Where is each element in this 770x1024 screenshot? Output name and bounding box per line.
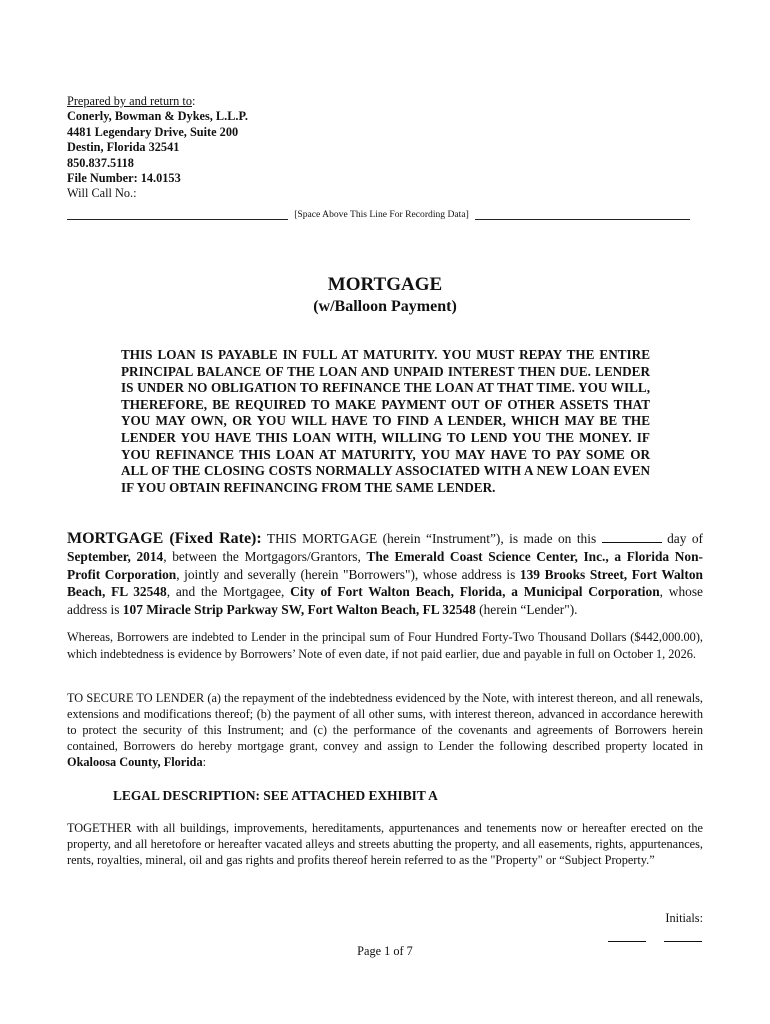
intro-lead: MORTGAGE (Fixed Rate): [67, 530, 262, 547]
will-call-number: Will Call No.: [67, 186, 137, 201]
prepared-by-block [67, 94, 248, 202]
firm-address: 4481 Legendary Drive, Suite 200 [67, 124, 239, 139]
recording-rule-left [67, 219, 288, 220]
mortgagor-address: 139 Brooks Street, Fort Walton Beach, FL 32548 [67, 566, 703, 600]
initials-line-2 [664, 941, 702, 942]
document-subtitle: (w/Balloon Payment) [313, 298, 457, 315]
to-secure-paragraph: TO SECURE TO LENDER (a) the repayment of the indebtedness evidenced by the Note, with interest thereon, and all renewals, extensions and modifications thereof; (b) the payment of all other sums, with interest thereon, advanced in accordance herewith to protect the security of this Instrument; and (c) the performance of the covenants and agreements of Borrowers herein contained, Borrowers do hereby mortgage grant, convey and assign to Lender the following described property located in Okaloosa County, Florida: [67, 691, 703, 770]
recording-rule-right [475, 219, 690, 220]
mortgage-intro-paragraph: MORTGAGE (Fixed Rate): THIS MORTGAGE (herein “Instrument”), is made on this day of September, 2014, between the Mortgagors/Grantors, The Emerald Coast Science Center, Inc., a Florida Non-Profit Corporation, jointly and severally (herein "Borrowers"), whose address is 139 Brooks Street, Fort Walton Beach, FL 32548, and the Mortgagee, City of Fort Walton Beach, Florida, a Municipal Corporation, whose address is 107 Miracle Strip Parkway SW, Fort Walton Beach, FL 32548 (herein “Lender"). [67, 530, 704, 618]
recording-data-line [67, 208, 690, 222]
together-paragraph: TOGETHER with all buildings, improvements, hereditaments, appurtenances and tenements now or hereafter erected on the property, and all heretofore or hereafter vacated alleys and streets abutting the property, and all easements, rights, appurtenances, rents, royalties, mineral, oil and gas rights and profits thereof herein referred to as the "Property" or “Subject Property.” [67, 821, 703, 868]
firm-city: Destin, Florida 32541 [67, 140, 180, 155]
legal-description-heading: LEGAL DESCRIPTION: SEE ATTACHED EXHIBIT A [113, 788, 438, 803]
mortgagee-address: 107 Miracle Strip Parkway SW, Fort Walton Beach, FL 32548 [122, 602, 476, 618]
mortgagee-name: City of Fort Walton Beach, Florida, a Municipal Corporation [290, 584, 660, 600]
firm-name: Conerly, Bowman & Dykes, L.L.P. [67, 109, 248, 124]
mortgage-date: September, 2014 [67, 548, 164, 564]
initials-label: Initials: [665, 911, 703, 925]
recording-data-label: [Space Above This Line For Recording Data] [294, 209, 469, 220]
initials-line-1 [608, 941, 646, 942]
document-title: MORTGAGE [327, 274, 443, 295]
property-county: Okaloosa County, Florida [67, 755, 203, 770]
mortgagor-name: The Emerald Coast Science Center, Inc., a Florida Non-Profit Corporation [67, 548, 703, 582]
whereas-paragraph: Whereas, Borrowers are indebted to Lender in the principal sum of Four Hundred Forty-Two Thousand Dollars ($442,000.00), which indebtedness is evidence by Borrowers’ Note of even date, if not paid earlier, due and payable in full on October 1, 2026. [67, 630, 703, 661]
balloon-warning-paragraph: THIS LOAN IS PAYABLE IN FULL AT MATURITY. YOU MUST REPAY THE ENTIRE PRINCIPAL BALANCE OF THE LOAN AND UNPAID INTEREST THEN DUE. LENDER IS UNDER NO OBLIGATION TO REFINANCE THE LOAN AT THAT TIME. YOU WILL, THEREFORE, BE REQUIRED TO MAKE PAYMENT OUT OF OTHER ASSETS THAT YOU MAY OWN, OR YOU WILL HAVE TO FIND A LENDER, WHICH MAY BE THE LENDER YOU HAVE THIS LOAN WITH, WILLING TO LEND YOU THE MONEY. IF YOU REFINANCE THIS LOAN AT MATURITY, YOU MAY HAVE TO PAY SOME OR ALL OF THE CLOSING COSTS NORMALLY ASSOCIATED WITH A NEW LOAN EVEN IF YOU OBTAIN REFINANCING FROM THE SAME LENDER. [121, 347, 650, 495]
page-number: Page 1 of 7 [357, 944, 413, 958]
prepared-by-heading: Prepared by and return to: [67, 94, 196, 108]
firm-phone: 850.837.5118 [67, 155, 134, 170]
day-blank [602, 532, 662, 543]
file-number: File Number: 14.0153 [67, 171, 181, 186]
